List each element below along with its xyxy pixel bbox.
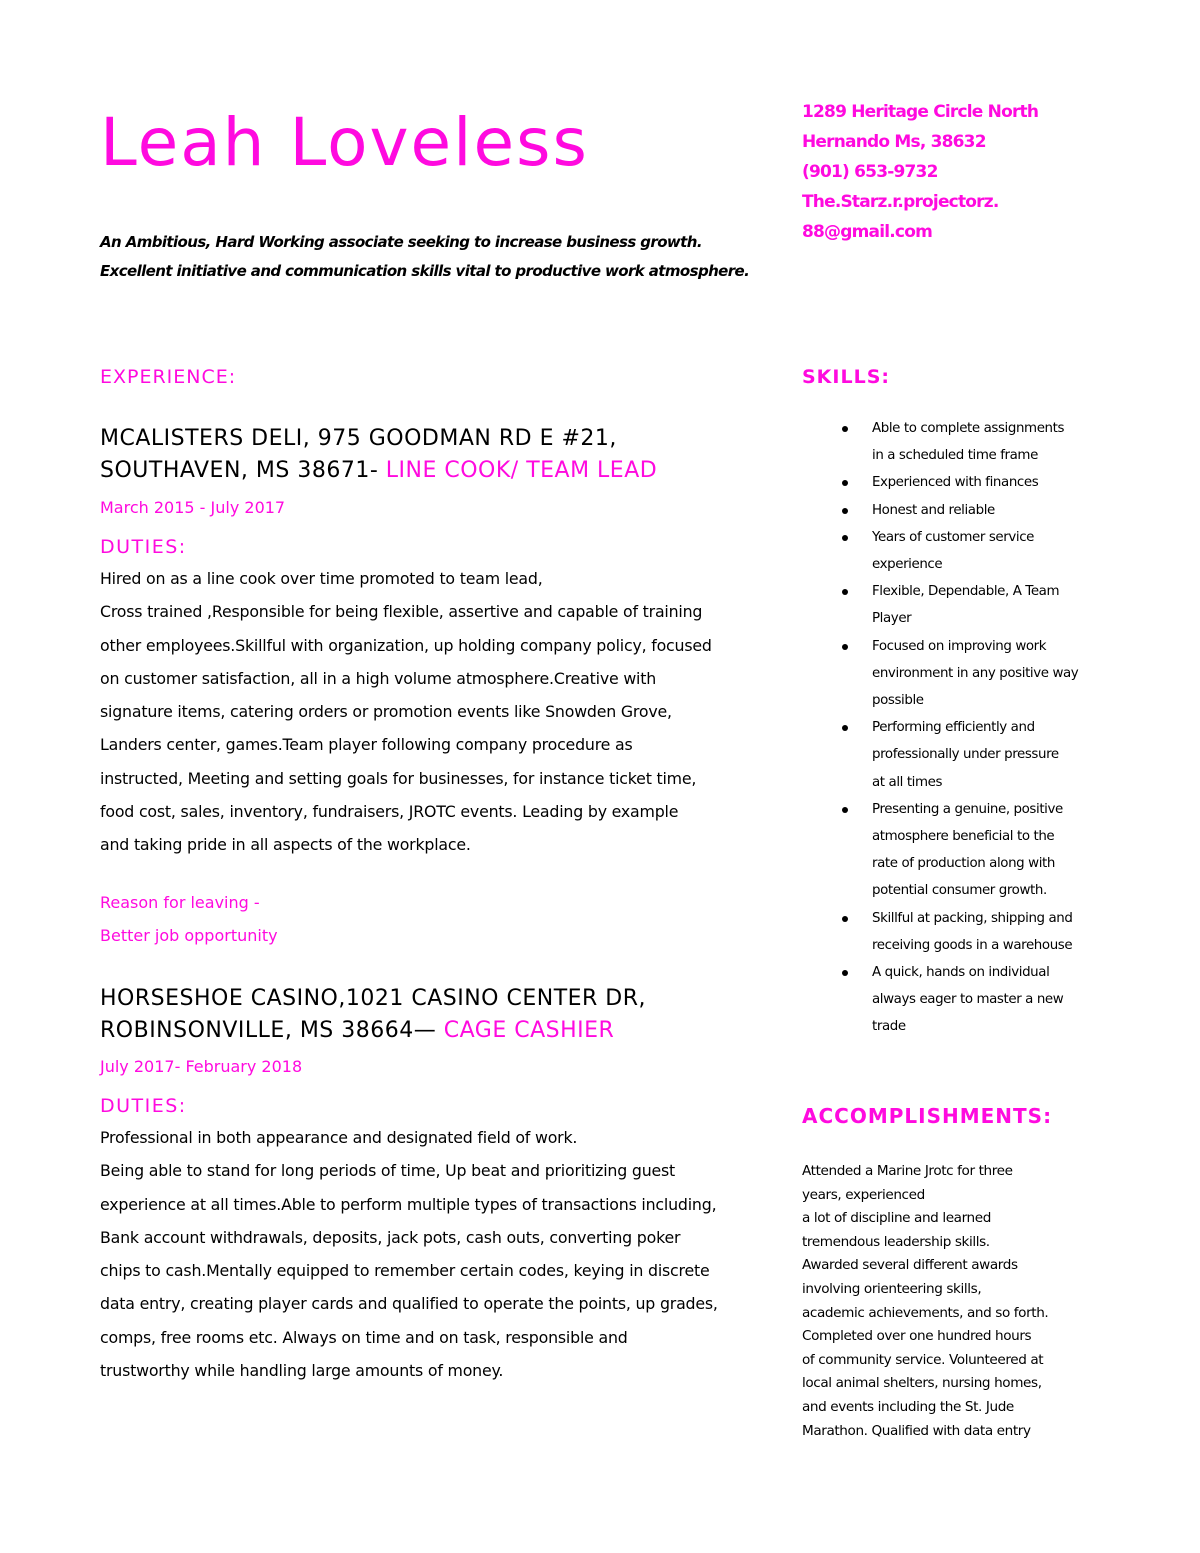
accomplishment-line: Awarded several different awards (802, 1257, 1018, 1274)
job-employer-line (100, 455, 657, 487)
duty-line: and taking pride in all aspects of the workplace. (100, 835, 471, 855)
duty-line: data entry, creating player cards and qualified to operate the points, up grades, (100, 1294, 718, 1314)
bullet-icon (842, 426, 848, 432)
bullet-icon (842, 589, 848, 595)
job-header (100, 983, 646, 1047)
job-employer-line: HORSESHOE CASINO,1021 CASINO CENTER DR, (100, 986, 647, 1011)
skill-line: Player (872, 611, 912, 627)
skill-line: Honest and reliable (872, 502, 995, 518)
job-dates: March 2015 - July 2017 (100, 498, 286, 517)
skill-line: A quick, hands on individual (872, 965, 1050, 981)
skill-line: Focused on improving work (872, 638, 1047, 654)
skill-item (842, 905, 1112, 959)
accomplishment-line: a lot of discipline and learned (802, 1210, 991, 1227)
bullet-icon (842, 480, 848, 486)
skill-item (842, 633, 1112, 715)
job-duties (100, 562, 790, 862)
skills-list (842, 415, 1112, 1041)
duty-line: signature items, catering orders or promotion events like Snowden Grove, (100, 702, 672, 722)
skill-line: potential consumer growth. (872, 883, 1047, 899)
skill-line: in a scheduled time frame (872, 448, 1038, 464)
duties-heading: DUTIES: (100, 536, 187, 558)
skill-line: experience (872, 557, 943, 573)
skill-line: always eager to master a new (872, 992, 1064, 1008)
contact-email-part: The.Starz.r.projectorz. (802, 192, 999, 212)
skill-item (842, 524, 1112, 578)
job-header (100, 423, 657, 487)
skill-line: Able to complete assignments (872, 421, 1065, 436)
skill-line: Presenting a genuine, positive (872, 801, 1063, 817)
skill-line: Performing efficiently and (872, 720, 1035, 736)
skill-line: Skillful at packing, shipping and (872, 910, 1073, 926)
duty-line: Being able to stand for long periods of time, Up beat and prioritizing guest (100, 1161, 676, 1181)
bullet-icon (842, 970, 848, 976)
duty-line: on customer satisfaction, all in a high volume atmosphere.Creative with (100, 668, 657, 688)
contact-info (802, 97, 1122, 247)
duty-line: Bank account withdrawals, deposits, jack pots, cash outs, converting poker (100, 1227, 681, 1247)
bullet-icon (842, 644, 848, 650)
accomplishment-line: local animal shelters, nursing homes, (802, 1375, 1042, 1392)
skill-item (842, 714, 1112, 796)
duty-line: other employees.Skillful with organization, up holding company policy, focused (100, 635, 712, 655)
tagline (100, 228, 780, 286)
accomplishments-heading: ACCOMPLISHMENTS: (802, 1104, 1053, 1128)
contact-email-domain: 88@gmail.com (802, 222, 932, 242)
bullet-icon (842, 535, 848, 541)
accomplishments-text (802, 1160, 1102, 1443)
duty-line: comps, free rooms etc. Always on time and on task, responsible and (100, 1327, 628, 1347)
job-duties (100, 1121, 790, 1387)
skill-line: atmosphere beneficial to the (872, 829, 1055, 845)
skill-line: Years of customer service (872, 529, 1035, 545)
accomplishment-line: of community service. Volunteered at (802, 1351, 1044, 1368)
bullet-icon (842, 508, 848, 514)
duty-line: food cost, sales, inventory, fundraisers, JROTC events. Leading by example (100, 802, 679, 822)
duty-line: experience at all times.Able to perform multiple types of transactions including, (100, 1194, 717, 1214)
skill-item (842, 796, 1112, 905)
accomplishment-line: Attended a Marine Jrotc for three (802, 1163, 1013, 1179)
bullet-icon (842, 916, 848, 922)
applicant-name: Leah Loveless (100, 104, 589, 181)
skill-line: at all times (872, 774, 943, 790)
job-employer-line (100, 1015, 646, 1047)
tagline-line: An Ambitious, Hard Working associate seeking to increase business growth. (100, 233, 702, 251)
accomplishment-line: Marathon. Qualified with data entry (802, 1422, 1031, 1439)
skill-line: environment in any positive way (872, 665, 1079, 681)
job-role: CAGE CASHIER (443, 1018, 615, 1043)
job-dates: July 2017- February 2018 (100, 1057, 303, 1076)
experience-heading: EXPERIENCE: (100, 366, 237, 388)
duty-line: trustworthy while handling large amounts of money. (100, 1361, 504, 1381)
accomplishment-line: Completed over one hundred hours (802, 1328, 1032, 1345)
skill-line: trade (872, 1019, 906, 1035)
job-role: LINE COOK/ TEAM LEAD (385, 458, 658, 483)
accomplishment-line: years, experienced (802, 1186, 925, 1203)
duty-line: Professional in both appearance and designated field of work. (100, 1128, 578, 1147)
accomplishment-line: academic achievements, and so forth. (802, 1304, 1049, 1321)
accomplishment-line: involving orienteering skills, (802, 1280, 982, 1297)
skill-line: rate of production along with (872, 856, 1055, 872)
skill-line: receiving goods in a warehouse (872, 937, 1073, 953)
contact-address-city: Hernando Ms, 38632 (802, 132, 986, 152)
skill-item (842, 469, 1112, 496)
job-employer-address: SOUTHAVEN, MS 38671- (100, 458, 386, 483)
duty-line: Cross trained ,Responsible for being flexible, assertive and capable of training (100, 602, 703, 622)
job-employer-line: MCALISTERS DELI, 975 GOODMAN RD E #21, (100, 426, 617, 451)
skill-item (842, 497, 1112, 524)
duty-line: instructed, Meeting and setting goals for businesses, for instance ticket time, (100, 768, 697, 788)
contact-phone: (901) 653-9732 (802, 162, 938, 182)
duty-line: chips to cash.Mentally equipped to remember certain codes, keying in discrete (100, 1261, 710, 1281)
skill-item (842, 415, 1112, 469)
tagline-line: Excellent initiative and communication skills vital to productive work atmosphere. (100, 262, 750, 280)
skills-heading: SKILLS: (802, 366, 890, 388)
reason-line: Reason for leaving - (100, 893, 260, 912)
reason-for-leaving (100, 886, 278, 952)
bullet-icon (842, 807, 848, 813)
duty-line: Hired on as a line cook over time promoted to team lead, (100, 569, 543, 588)
contact-address-street: 1289 Heritage Circle North (802, 102, 1039, 122)
skill-line: professionally under pressure (872, 747, 1059, 763)
duty-line: Landers center, games.Team player following company procedure as (100, 735, 633, 755)
skill-item (842, 959, 1112, 1041)
reason-line: Better job opportunity (100, 926, 278, 945)
accomplishment-line: tremendous leadership skills. (802, 1233, 990, 1250)
bullet-icon (842, 725, 848, 731)
job-employer-address: ROBINSONVILLE, MS 38664— (100, 1018, 444, 1043)
skill-line: possible (872, 693, 924, 709)
accomplishment-line: and events including the St. Jude (802, 1398, 1014, 1415)
duties-heading: DUTIES: (100, 1095, 187, 1117)
skill-item (842, 578, 1112, 632)
skill-line: Experienced with finances (872, 475, 1039, 491)
skill-line: Flexible, Dependable, A Team (872, 584, 1060, 600)
